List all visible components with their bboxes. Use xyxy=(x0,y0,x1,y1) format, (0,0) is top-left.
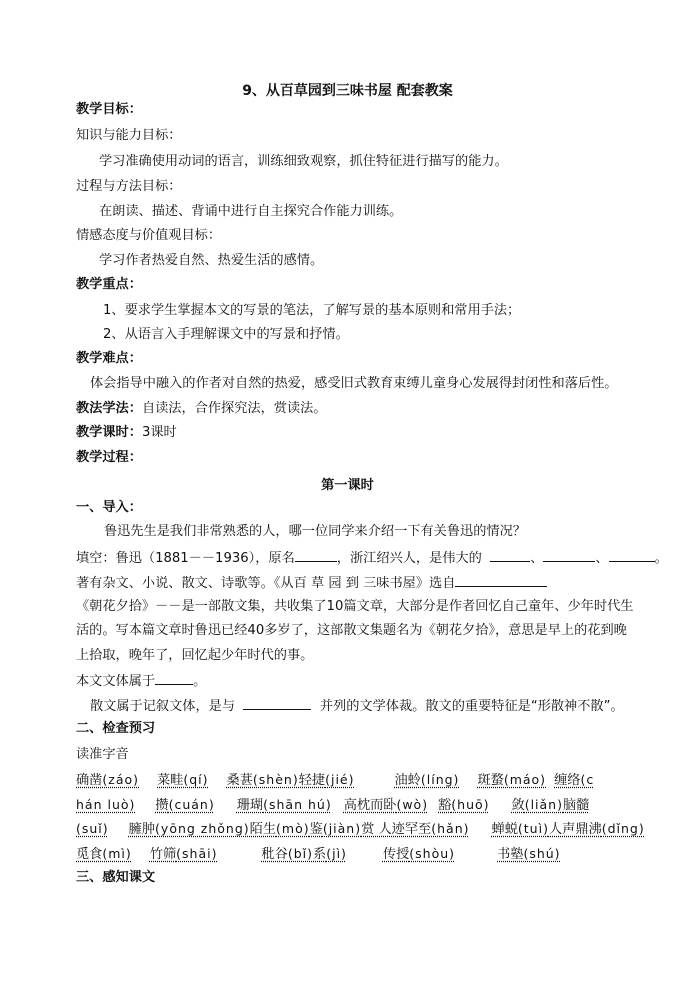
lesson-heading: 第一课时 xyxy=(321,478,374,493)
vocab-pinyin: (bǐ) xyxy=(287,846,314,861)
vocab-word: 敛 xyxy=(511,798,525,813)
vocab-item xyxy=(150,847,218,862)
vocab-item xyxy=(129,822,250,837)
vocab-pinyin: (mì) xyxy=(102,846,132,861)
pinyin-row-3 xyxy=(76,820,645,839)
vocab-item xyxy=(310,822,361,837)
fill-blank-3 xyxy=(609,548,655,562)
vocab-item xyxy=(492,822,549,837)
fill-line xyxy=(76,548,668,568)
vocab-pinyin: (máo) xyxy=(503,772,547,787)
vocab-pinyin: (shèn) xyxy=(252,772,299,787)
vocab-item xyxy=(563,798,589,813)
knowledge-label: 知识与能力目标： xyxy=(76,128,182,143)
vocab-item xyxy=(76,847,132,862)
works-text: 著有杂文、小说、散文、诗歌等。《从百 草 园 到 三味书屋》选自 xyxy=(76,576,456,591)
page-title: 9、从百草园到三味书屋 配套教案 xyxy=(242,83,453,99)
vocab-item xyxy=(438,798,489,813)
method-text: 自读法，合作探究法，赏读法。 xyxy=(141,401,327,416)
vocab-pinyin: (shú) xyxy=(523,846,561,861)
prose-prefix: 散文属于记叙文体，是与 xyxy=(90,699,236,714)
vocab-pinyin: (c xyxy=(580,772,595,787)
preview-subheading: 读准字音 xyxy=(76,747,129,762)
vocab-pinyin: (cuán) xyxy=(168,797,215,812)
difficulty-heading: 教学难点： xyxy=(76,351,142,366)
vocab-item xyxy=(250,822,310,837)
vocab-pinyin: (yōng zhǒng) xyxy=(155,821,250,836)
hours-line xyxy=(76,424,177,442)
process-text: 在朗读、描述、背诵中进行自主探究合作能力训练。 xyxy=(99,204,403,219)
intro-heading: 一、导入： xyxy=(76,500,142,515)
vocab-word: 蝉蜕 xyxy=(491,822,518,837)
vocab-word: 脑髓 xyxy=(563,798,590,813)
vocab-word: 斑蝥 xyxy=(477,773,504,788)
vocab-word: 系 xyxy=(313,847,327,862)
fill-prefix: 填空：鲁迅（1881－－1936），原名 xyxy=(76,551,295,566)
vocab-item xyxy=(76,798,135,813)
vocab-pinyin: (jiàn) xyxy=(322,821,362,836)
focus-item-1: 1、要求学生掌握本文的写景的笔法，了解写景的基本原则和常用手法； xyxy=(103,303,521,318)
vocab-pinyin: (shòu) xyxy=(409,846,456,861)
vocab-word: 觅食 xyxy=(76,847,103,862)
vocab-pinyin: (líng) xyxy=(420,772,460,787)
fill-sep-1: 、 xyxy=(530,551,544,566)
method-label: 教法学法： xyxy=(76,401,142,416)
works-line xyxy=(76,573,547,593)
vocab-pinyin: hán luò) xyxy=(76,797,136,812)
pinyin-row-4 xyxy=(76,845,561,864)
vocab-word: 轻捷 xyxy=(298,773,326,788)
vocab-pinyin: (tuì) xyxy=(517,821,549,836)
vocab-pinyin: (wò) xyxy=(396,797,429,812)
vocab-word: 缠络 xyxy=(554,773,581,788)
vocab-item xyxy=(395,773,460,788)
vocab-pinyin: (suǐ) xyxy=(76,821,109,836)
vocab-pinyin: (jì) xyxy=(326,846,347,861)
process-heading: 教学过程： xyxy=(76,450,142,465)
prose-suffix: 并列的文学体裁。散文的重要特征是“形散神不散”。 xyxy=(319,699,624,714)
focus-heading: 教学重点： xyxy=(76,277,142,292)
preview-heading: 二、检查预习 xyxy=(76,721,156,736)
vocab-pinyin: (qí) xyxy=(183,772,209,787)
collection-line-2: 活的。写本篇文章时鲁迅已经40多岁了，这部散文集题名为《朝花夕拾》，意思是早上的花到晚 xyxy=(76,623,627,638)
vocab-item xyxy=(344,798,428,813)
vocab-word: 臃肿 xyxy=(128,822,156,837)
vocab-item xyxy=(554,773,594,788)
works-blank xyxy=(455,573,547,587)
vocab-pinyin: (dǐng) xyxy=(601,821,645,836)
genre-line xyxy=(76,671,206,691)
vocab-word: 菜畦 xyxy=(157,773,184,788)
fill-mid: ，浙江绍兴人，是伟大的 xyxy=(336,551,482,566)
vocab-item xyxy=(76,773,139,788)
vocab-word: 豁 xyxy=(438,798,452,813)
goals-heading: 教学目标： xyxy=(76,102,142,117)
emotion-label: 情感态度与价值观目标： xyxy=(76,228,222,243)
vocab-item xyxy=(261,847,313,862)
emotion-text: 学习作者热爱自然、热爱生活的感情。 xyxy=(99,253,324,268)
vocab-item xyxy=(157,773,209,788)
vocab-item xyxy=(512,798,563,813)
vocab-item xyxy=(299,773,355,788)
vocab-word: 赏 人迹罕至 xyxy=(361,822,432,837)
knowledge-text: 学习准确使用动词的语言，训练细致观察，抓住特征进行描写的能力。 xyxy=(99,154,508,169)
vocab-item xyxy=(383,847,455,862)
vocab-pinyin: (záo) xyxy=(102,772,139,787)
vocab-word: 竹筛 xyxy=(149,847,177,862)
vocab-word: 攒 xyxy=(155,798,169,813)
hours-text: 3课时 xyxy=(141,425,177,440)
vocab-pinyin: (shān hú) xyxy=(263,797,332,812)
genre-prefix: 本文文体属于 xyxy=(76,674,156,689)
fill-blank-2 xyxy=(543,548,595,562)
genre-end: 。 xyxy=(193,674,207,689)
vocab-item xyxy=(76,822,109,837)
genre-blank xyxy=(155,671,193,685)
vocab-word: 人声鼎沸 xyxy=(548,822,602,837)
vocab-word: 书塾 xyxy=(497,847,524,862)
focus-item-2: 2、从语言入手理解课文中的写景和抒情。 xyxy=(103,327,349,342)
vocab-pinyin: (jié) xyxy=(325,772,355,787)
perceive-heading: 三、感知课文 xyxy=(76,870,156,885)
vocab-word: 秕谷 xyxy=(261,847,288,862)
vocab-word: 油蛉 xyxy=(394,773,421,788)
fill-blank-name xyxy=(295,548,337,562)
vocab-word: 确凿 xyxy=(76,773,103,788)
vocab-pinyin: (mò) xyxy=(276,821,310,836)
vocab-pinyin: (huō) xyxy=(451,797,490,812)
vocab-word: 珊瑚 xyxy=(236,798,264,813)
collection-line-1: 《朝花夕拾》－－是一部散文集，共收集了10篇文章，大部分是作者回忆自己童年、少年时代生 xyxy=(76,599,634,614)
vocab-pinyin: (hǎn) xyxy=(431,821,470,836)
vocab-word: 高枕而卧 xyxy=(343,798,397,813)
fill-blank-1 xyxy=(490,548,530,562)
vocab-item xyxy=(313,847,347,862)
process-label: 过程与方法目标： xyxy=(76,179,182,194)
pinyin-row-1 xyxy=(76,771,594,790)
vocab-item xyxy=(155,798,214,813)
prose-blank xyxy=(243,696,311,710)
prose-line xyxy=(90,696,624,716)
method-line xyxy=(76,400,327,418)
collection-line-3: 上拾取，晚年了，回忆起少年时代的事。 xyxy=(76,648,314,663)
vocab-item xyxy=(361,822,469,837)
vocab-item xyxy=(227,773,299,788)
intro-question: 鲁迅先生是我们非常熟悉的人，哪一位同学来介绍一下有关鲁迅的情况？ xyxy=(104,524,526,539)
vocab-item xyxy=(549,822,645,837)
vocab-item xyxy=(497,847,561,862)
fill-end: 。 xyxy=(654,551,668,566)
difficulty-text: 体会指导中融入的作者对自然的热爱，感受旧式教育束缚儿童身心发展得封闭性和落后性。 xyxy=(90,376,618,391)
vocab-pinyin: (liǎn) xyxy=(524,797,563,812)
vocab-item xyxy=(477,773,546,788)
hours-label: 教学课时： xyxy=(76,425,142,440)
vocab-pinyin: (shāi) xyxy=(176,846,218,861)
pinyin-row-2 xyxy=(76,796,589,815)
vocab-word: 陌生 xyxy=(249,822,277,837)
vocab-word: 鉴 xyxy=(309,822,323,837)
vocab-word: 传授 xyxy=(382,847,410,862)
vocab-item xyxy=(237,798,332,813)
fill-sep-2: 、 xyxy=(595,551,609,566)
vocab-word: 桑葚 xyxy=(226,773,253,788)
